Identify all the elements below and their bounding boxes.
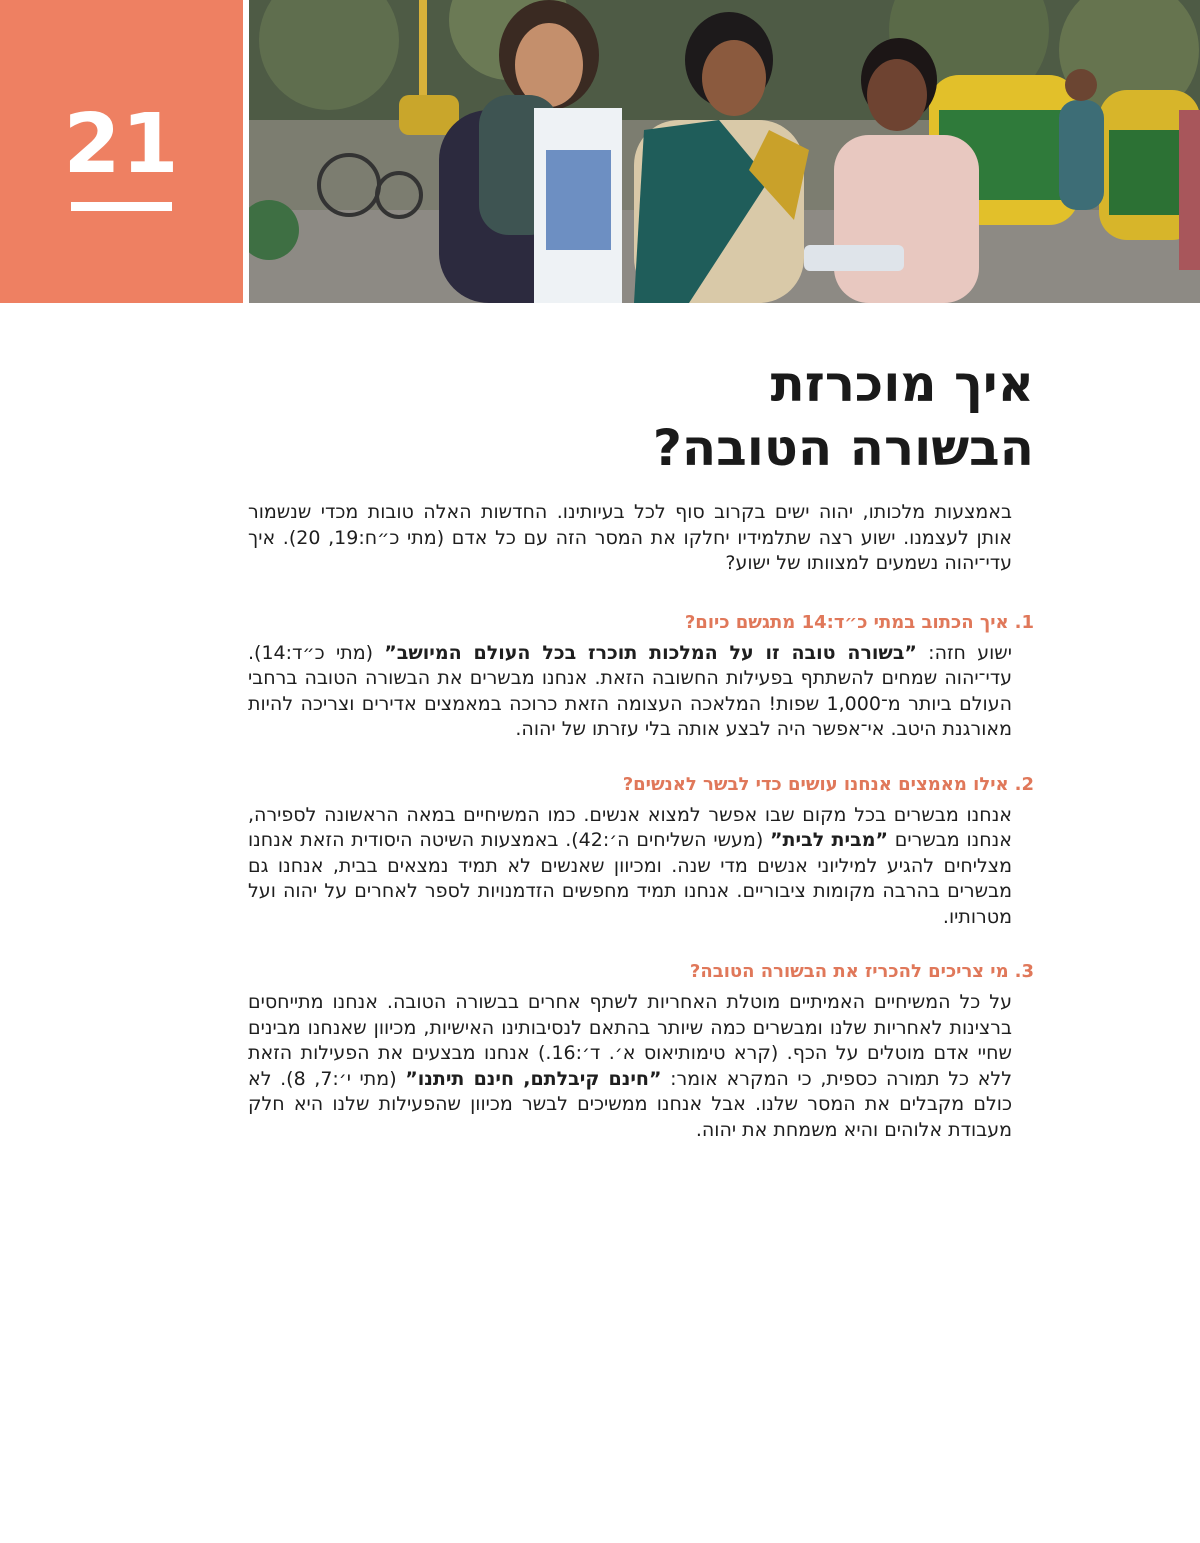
intro-paragraph: באמצעות מלכותו, יהוה ישים בקרוב סוף לכל בעיותינו. החדשות האלה טובות מכדי שנשמור אותן לעצמנו. ישוע רצה שתלמידיו יחלקו את המסר הזה עם כל אדם (מתי כ״ח:19, 20). איך עדי־יהוה נשמעים למצוותו של ישוע? (248, 501, 1012, 574)
answer-3-pre: על כל המשיחיים האמיתיים מוטלת האחריות לשתף אחרים בבשורה הטובה. אנחנו מתייחסים ברצינות לאחריות שלנו ומבשרים כמה שיותר בהתאם לנסיבותינו האישיות, מכיוון שאנחנו מבינים שחיי אדם מוטלים על הכף. (קרא טימותיאוס א׳. ד׳:16.) אנחנו מבצעים את הפעילות הזאת ללא כל תמורה כספית, כי המקרא אומר: (248, 991, 1012, 1090)
answer-2-pre: אנחנו מבשרים בכל מקום שבו אפשר למצוא אנשים. כמו המשיחיים במאה הראשונה לספירה, אנחנו מבשרים (248, 803, 1012, 851)
street-witnessing-photo (249, 0, 1200, 303)
title-line-1: איך מוכרזת (770, 355, 1034, 413)
question-3 (248, 960, 1034, 984)
answer-3-quote: ”חינם קיבלתם, חינם תיתנו” (405, 1067, 662, 1090)
answer-2-quote: ”מבית לבית” (770, 829, 888, 851)
photo-illustration (249, 0, 1200, 303)
question-2 (248, 773, 1034, 797)
question-1-text: איך הכתוב במתי כ״ד:14 מתגשם כיום? (684, 611, 1009, 633)
section-3 (248, 960, 1034, 1143)
question-1 (248, 611, 1034, 635)
question-2-text: אילו מאמצים אנחנו עושים כדי לבשר לאנשים? (622, 773, 1009, 795)
answer-2-post: (מעשי השליחים ה׳:42). באמצעות השיטה היסודית הזאת אנחנו מצליחים להגיע למיליוני אנשים מדי שנה. ומכיוון שאנשים לא תמיד נמצאים בבית, אנחנו גם מבשרים בהרבה מקומות ציבוריים. אנחנו תמיד מחפשים הזדמנויות לספר לאחרים על יהוה ועל מטרותיו. (248, 829, 1012, 928)
answer-2 (248, 803, 1034, 931)
section-2 (248, 773, 1034, 931)
lesson-content (248, 500, 1034, 1143)
question-3-number: 3. (1014, 961, 1034, 982)
answer-1-post: (מתי כ״ד:14). עדי־יהוה שמחים להשתתף בפעילות החשובה הזאת. אנחנו מבשרים את הבשורה הטובה ברחבי העולם ביותר מ־1,000 שפות! המלאכה העצומה הזאת כרוכה במאמצים אדירים וצריכה להיות מאורגנת היטב. אי־אפשר היה לבצע אותה בלי עזרתו של יהוה. (248, 641, 1012, 740)
page-title (653, 352, 1034, 480)
section-1 (248, 611, 1034, 743)
title-line-2: הבשורה הטובה? (652, 419, 1034, 477)
lesson-number: 21 (63, 97, 180, 192)
answer-1 (248, 641, 1034, 743)
answer-1-pre: ישוע חזה: (916, 641, 1013, 664)
lesson-number-underline (71, 202, 172, 211)
lesson-number-block (0, 0, 243, 303)
answer-3-post: (מתי י׳:7, 8). לא כולם מקבלים את המסר שלנו. אבל אנחנו ממשיכים לבשר מכיוון שהפעילות שלנו היא חלק מעבודת אלוהים והיא משמחת את יהוה. (248, 1067, 1012, 1141)
question-1-number: 1. (1014, 611, 1034, 633)
answer-1-quote: ”בשורה טובה זו על המלכות תוכרז בכל העולם המיושב” (384, 641, 917, 664)
question-2-number: 2. (1014, 773, 1034, 795)
question-3-text: מי צריכים להכריז את הבשורה הטובה? (689, 961, 1009, 982)
answer-3 (248, 990, 1034, 1143)
